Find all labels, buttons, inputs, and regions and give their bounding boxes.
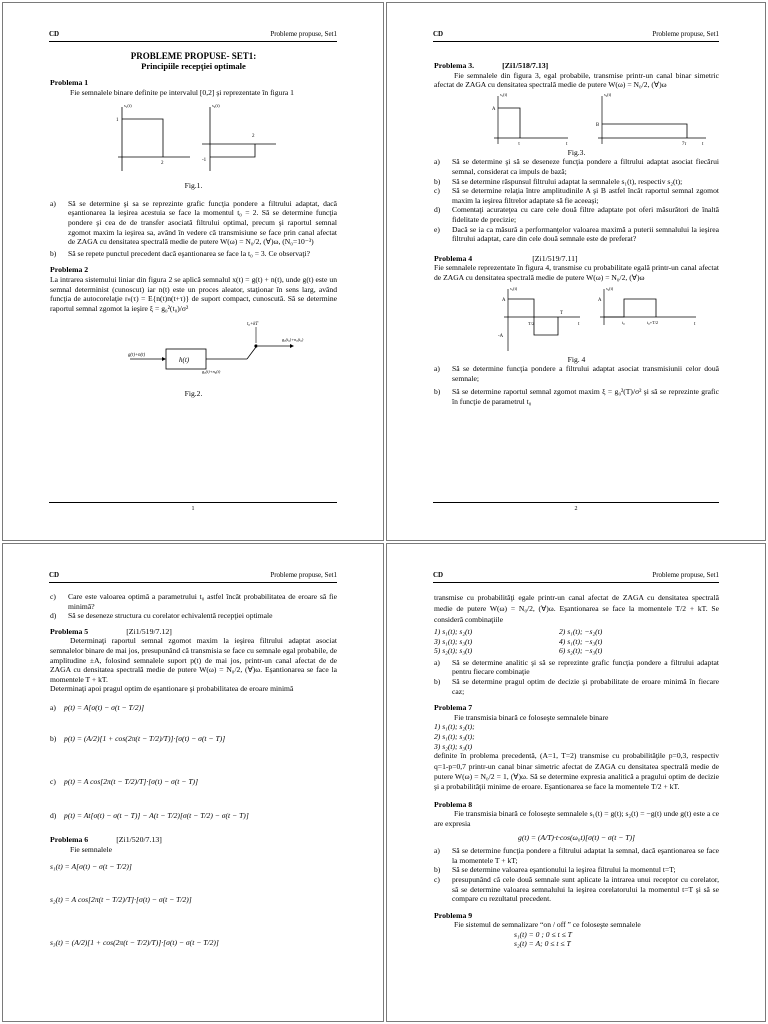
problem-4-item-c: Care este valoarea optimă a parametrului t₀ astfel încât probabilitatea de eroare să fie minimă? (68, 592, 337, 611)
problem-1-item-a: Să se determine şi sa se reprezinte grafic funcţia pondere a filtrului adaptat, dacă eşantionarea la ieşirea acestuia se face la momentul t₀ = 2. Să se determine funcţia pondere şi cea de de transfer asociată filtrului optimal, precum şi raportul semnal zgomot maxim la ieşirea sa, având în vedere că transmisiune se face prin canal afectat de ZAGA cu densitatea spectrală medie de putere W(ω) = N₀/2, (∀)ω, (N₀=10⁻³) (68, 198, 337, 247)
p8-item-a-key: a) (434, 846, 440, 856)
combination-item: 5) s₂(t); s₃(t) (434, 646, 473, 656)
page-1: CD Probleme propuse, Set1 PROBLEME PROPUSE- SET1: Principiile recepţiei optimale Problema 1 Fie semnalele binare definite pe intervalul [0,2] şi reprezentate în figura 1 s₁(t) 1 2 s₂(t) 2 -1 Fig.1. a) Să se determine şi sa se reprezinte grafic funcţia pondere a filtrului adaptat, dacă eşantionarea la ieşirea acestuia se face la momentul t₀ = 2. Să se determine funcţia pondere şi cea de de transfer asociată filtrului optimal, precum şi raportul semnal zgomot maxim la ieşirea sa, având în vedere că transmisiune se face prin canal afectat de ZAGA cu densitatea spectrală medie de putere W(ω) = N₀/2, (∀)ω, (N₀=10⁻³) b) Să se repete punctul precedent dacă eşantionarea se face la t₀ = 3. Ce observaţi? Problema 2 La intrarea sistemului liniar din figura 2 se aplică semnalul x(t) = g(t) + n(t), unde g(t) este un semnal determinist (cunoscut) iar n(t) este un proces aleator, staţionar în sens larg, având funcţia de autocorelaţie rₙ(τ) = E{n(t)n(t+τ)} de suport compact, cunoscută. Să se determine raportul semnal zgomot la ieşire ξ = g₀²(t₀)/σ² h(t) g(t)+n(t) t₀+kT g₀(t₀)+n₀(t₀) g₀(t)+n₀(t) Fig.2. 1 (2, 2, 384, 541)
fig2-block-label: h(t) (179, 356, 190, 365)
problem-3-item-d: Comentaţi acurateţea cu care cele două filtre adaptate pot oferi măsurători de înaltă fidelitate de precizie; (452, 205, 719, 224)
fig1-two-label-1: 2 (161, 161, 164, 167)
problem-3-item-b-key: b) (434, 176, 441, 186)
fig2-input-label: g(t)+n(t) (128, 353, 146, 359)
problem-1-item-b: Să se repete punctul precedent dacă eşantionarea se face la t₀ = 3. Ce observaţi? (68, 248, 311, 258)
page-4: CD Probleme propuse, Set1 transmise cu probabilităţi egale printr-un canal afectat de ZAGA cu densitatea spectrală medie de putere W(ω) = N₀/2, (∀)ω. Eşantionarea se face la momentele T/2 + kT. Se consideră combinaţiile 1) s₁(t); s₂(t) 2) s₁(t); −s₂(t) 3) s₁(t); s₃(t) 4) s₁(t); −s₃(t) 5) s₂(t); s₃(t) 6) s₂(t); −s₃(t) a) Să se determine analitic şi să se reprezinte grafic funcţia pondere a filtrului adaptat pentru fiecare combinaţie b) Să se determine pragul optim de decizie şi probabilitate de eroare minimă în fiecare caz; Problema 7 Fie transmisia binară ce foloseşte semnalele binare 1) s₁(t); s₂(t); 2) s₁(t); s₃(t); 3) s₂(t); s₃(t) definite în problema precedentă, (A=1, T=2) transmise cu probabilităţile p=0,3, respectiv q=1-p=0,7 printr-un canal binar simetric afectat de ZAGA cu densitatea spectrală medie de putere W(ω) = N₀/2 = 1, (∀)ω. Să se determine expresia analitică a pragului optim de decizie şi a probabilităţii minime de eroare. Eşantionarea se face la momentele T/2 + kT. Problema 8 Fie transmisia binară ce foloseşte semnalele s₁(t) = g(t); s₂(t) = −g(t) unde g(t) este a ce are expresia g(t) = (A/T)·t·cos(ω₀t)[σ(t) − σ(t − T)] a) Să se determine funcţia pondere a filtrului adaptat la semnal, dacă eşantionarea se face la momentele T + kT; b) Să se determine valoarea eşantionului la ieşirea filtrului la momentul t=T; c) presupunând că cele două semnale sunt aplicate la intrarea unui receptor cu corelator, să se determine valoarea semnalului la ieşirea corelatorului la momentul t=T şi să se compare cu rezultatul precedent. Problema 9 Fie sistemul de semnalizare “on / off ” ce foloseşte semnalele s₁(t) = 0 ; 0 ≤ t ≤ T s₂(t) = A; 0 ≤ t ≤ T (386, 543, 766, 1022)
combination-item: 1) s₁(t); s₂(t) (434, 627, 473, 636)
page-number: 2 (433, 502, 719, 512)
problem-3-ref: [Zi1/518/7.13] (502, 61, 549, 70)
figure-3 (434, 90, 720, 148)
problem-5-ref: [Zi1/519/7.12] (126, 626, 172, 636)
problem-8-item-a: Să se determine funcţia pondere a filtrului adaptat la semnal, dacă eşantionarea se face la momentele T + kT; (452, 846, 719, 865)
problem-2-heading: Problema 2 (50, 265, 89, 275)
p6-eq-1: s₁(t) = A[σ(t) − σ(t − T/2)] (50, 862, 132, 872)
page-3: CD Probleme propuse, Set1 c) Care este valoarea optimă a parametrului t₀ astfel încât probabilitatea de eroare să fie minimă? d) Să se deseneze structura cu corelator echivalentă recepţiei optimale Problema 5 [Zi1/519/7.12] Determinaţi raportul semnal zgomot maxim la ieşirea filtrului adaptat asociat semnalelor binare de mai jos, presupunând că transmisia se face cu semnale egal probabile, de amplitudine ±A, folosind semnalele suport p(t) de mai jos, printr-un canal afectat de de ZAGA cu densitatea spectrală medie de putere W(ω) = N₀/2, (∀)ω. Eşantionarea se face la momentele T + kT. Determinaţi apoi pragul optim de eşantionare şi probabilitatea de eroare minimă a) p(t) = A[σ(t) − σ(t − T/2)] b) p(t) = (A/2)[1 + cos(2π(t − T/2)/T)]·[σ(t) − σ(t − T)] c) p(t) = A cos[2π(t − T/2)/T]·[σ(t) − σ(t − T)] d) p(t) = At[σ(t) − σ(t − T)] − A(t − T/2)[σ(t − T/2) − σ(t − T)] Problema 6 [Zi1/520/7.13] Fie semnalele s₁(t) = A[σ(t) − σ(t − T/2)] s₂(t) = A cos[2π(t − T/2)/T]·[σ(t) − σ(t − T/2)] s₃(t) = (A/2)[1 + cos(2π(t − T/2)/T)]·[σ(t) − σ(t − T/2)] (2, 543, 384, 1022)
page-header (433, 571, 719, 583)
figure-2 (50, 317, 340, 387)
problem-6-continuation: transmise cu probabilităţi egale printr-un canal afectat de ZAGA cu densitatea spectrală medie de putere W(ω) = N₀/2, (∀)ω. Eşantionarea se face la momentele T/2 + kT. Se consideră combinaţiile (434, 593, 719, 624)
header-right: Probleme propuse, Set1 (652, 30, 719, 38)
problem-3-item-c-key: c) (434, 186, 440, 196)
p6-eq-3: s₃(t) = (A/2)[1 + cos(2π(t − T/2)/T)]·[σ(t) − σ(t − T/2)] (50, 938, 219, 948)
problem-3-item-b: Să se determine răspunsul filtrului adaptat la semnalele s₁(t), respectiv s₂(t); (452, 176, 683, 186)
fig4-t0-label: t₀ (622, 319, 625, 325)
combination-item: 6) s₂(t); −s₃(t) (559, 646, 603, 656)
fig3-tau-label: τ (518, 141, 520, 147)
figure-2-caption: Fig.2. (184, 389, 203, 399)
problem-3-heading: Problema 3. (434, 61, 475, 70)
problem-1-heading: Problema 1 (50, 78, 89, 87)
p5-eq-d-key: d) (50, 811, 57, 821)
fig4-t-label-2: t (694, 321, 696, 327)
page-header (433, 30, 719, 42)
p8-item-b-key: b) (434, 865, 441, 875)
problem-4-ref: [Zi1/519/7.11] (532, 253, 578, 263)
problem-6-item-b: Să se determine pragul optim de decizie şi probabilitate de eroare minimă în fiecare caz; (452, 676, 719, 696)
fig3-B-label: B (596, 122, 600, 128)
combination-item: 3) s₁(t); s₃(t) (434, 636, 473, 646)
problem-4-item-a: Să se determine funcţia pondere a filtrului adaptat asociat transmisiunii celor două semnale; (452, 364, 719, 383)
header-left: CD (433, 30, 444, 38)
problem-3-item-d-key: d) (434, 205, 441, 215)
problem-6-item-a: Să se determine analitic şi să se reprezinte grafic funcţia pondere a filtrului adaptat pentru fiecare combinaţie (452, 657, 719, 677)
fig4-t0T2-label: t₀+T/2 (647, 319, 659, 325)
problem-3-intro: Fie semnalele din figura 3, egal probabile, transmise printr-un canal binar simetric afectat de ZAGA cu densitatea spectrală medie de putere W(ω) = N₀/2, (∀)ω (434, 70, 719, 90)
fig1-minus-one-label: -1 (202, 158, 207, 164)
fig4-s2-label: s₂(t) (606, 285, 614, 291)
fig1-two-label-2: 2 (252, 134, 255, 140)
fig4-A-label-2: A (598, 297, 602, 303)
page-header (49, 571, 337, 583)
problem-7-heading: Problema 7 (434, 703, 473, 713)
fig2-output-label: g₀(t₀)+n₀(t₀) (282, 337, 304, 343)
problem-9-heading: Problema 9 (434, 910, 473, 920)
header-right: Probleme propuse, Set1 (270, 30, 337, 38)
page-header (49, 30, 337, 42)
page-number: 1 (49, 502, 337, 512)
problem-7-list-item: 1) s₁(t); s₂(t); (434, 722, 475, 732)
combination-item: 2) s₁(t); −s₂(t) (559, 627, 603, 636)
problem-5-heading: Problema 5 (50, 626, 89, 636)
p5-eq-a: p(t) = A[σ(t) − σ(t − T/2)] (64, 703, 145, 713)
fig4-s1-label: s₁(t) (510, 285, 518, 291)
fig4-T2-label: T/2 (528, 320, 535, 326)
problem-7-text: definite în problema precedentă, (A=1, T=2) transmise cu probabilităţile p=0,3, respectiv q=1-p=0,7 printr-un canal binar simetric afectat de ZAGA cu densitatea spectrală medie de putere W(ω) = N₀/2 = 1, (∀)ω. Să se determine expresia analitică a pragului optim de decizie şi a probabilităţii minime de eroare. Eşantionarea se face la momentele T/2 + kT. (434, 751, 719, 792)
problem-7-intro: Fie transmisia binară ce foloseşte semnalele binare (454, 712, 609, 722)
fig3-7tau-label: 7τ (682, 141, 687, 147)
fig1-s2-label: s₂(t) (212, 103, 220, 109)
page-2: CD Probleme propuse, Set1 Problema 3. [Zi1/518/7.13] Fie semnalele din figura 3, egal probabile, transmise printr-un canal binar simetric afectat de ZAGA cu densitatea spectrală medie de putere W(ω) = N₀/2, (∀)ω s₁(t) A τ t s₂(t) B 7τ t Fig.3. a) Să se determine şi să se deseneze funcţia pondere a filtrului adaptat asociat fiecărui semnal, considerat ca impuls de bază; b) Să se determine răspunsul filtrului adaptat la semnalele s₁(t), respectiv s₂(t); c) Să se determine relaţia între amplitudinile A şi B astfel încât raportul semnal zgomot maxim la ieşirea filtrelor adaptate să fie aceeaşi; d) Comentaţi acurateţea cu care cele două filtre adaptate pot oferi măsurători de înaltă fidelitate de precizie; e) Dacă se ia ca măsură a performanţelor valoarea maximă a puterii semnalului la ieşirea filtrului adaptat, care din cele două semnale este de preferat? Problema 4 [Zi1/519/7.11] Fie semnalele reprezentate în figura 4, transmise cu probabilitate egală printr-un canal afectat de ZAGA cu densitatea spectrală medie de putere W(ω) = N₀/2, (∀)ω s₁(t) A -A T/2 T t s₂(t) A t₀ t₀+T/2 t Fig. 4 a) Să se determine funcţia pondere a filtrului adaptat asociat transmisiunii celor două semnale; b) Să se determine raportul semnal zgomot maxim ξ = g₀²(T)/σ² şi să se reprezinte grafic în funcţie de parametrul t₀ 2 (386, 2, 766, 541)
problem-2-text: La intrarea sistemului liniar din figura 2 se aplică semnalul x(t) = g(t) + n(t), unde g(t) este un semnal determinist (cunoscut) iar n(t) este un proces aleator, staţionar în sens larg, având funcţia de autocorelaţie rₙ(τ) = E{n(t)n(t+τ)} de suport compact, cunoscută. Să se determine raportul semnal zgomot la ieşire ξ = g₀²(t₀)/σ² (50, 274, 337, 313)
p5-eq-a-key: a) (50, 703, 56, 713)
fig1-s1-label: s₁(t) (124, 103, 132, 109)
problem-3-item-e: Dacă se ia ca măsură a performanţelor valoarea maximă a puterii semnalului la ieşirea filtrului adaptat, care din cele două semnale este de preferat? (452, 224, 719, 244)
p5-eq-d: p(t) = At[σ(t) − σ(t − T)] − A(t − T/2)[σ(t − T/2) − σ(t − T)] (64, 811, 249, 821)
problem-5-text: Determinaţi raportul semnal zgomot maxim la ieşirea filtrului adaptat asociat semnalelor binare de mai jos, presupunând că transmisia se face cu semnale egal probabile, de amplitudine ±A, folosind semnalele suport p(t) de mai jos, printr-un canal afectat de de ZAGA cu densitatea spectrală medie de putere W(ω) = N₀/2, (∀)ω. Eşantionarea se face la momentele T + kT. (50, 636, 337, 684)
figure-1 (50, 99, 340, 181)
fig3-s1-label: s₁(t) (500, 91, 508, 97)
fig3-A-label: A (492, 106, 496, 112)
problem-4-intro: Fie semnalele reprezentate în figura 4, transmise cu probabilitate egală printr-un canal afectat de ZAGA cu densitatea spectrală medie de putere W(ω) = N₀/2, (∀)ω (434, 263, 719, 282)
p5-eq-c-key: c) (50, 777, 56, 787)
problem-4-item-d: Să se deseneze structura cu corelator echivalentă recepţiei optimale (68, 611, 273, 621)
figure-3-caption: Fig.3. (567, 147, 586, 157)
problem-9-eq-2: s₂(t) = A; 0 ≤ t ≤ T (514, 939, 571, 949)
p8-item-c-key: c) (434, 874, 440, 884)
problem-1-intro: Fie semnalele binare definite pe intervalul [0,2] şi reprezentate în figura 1 (70, 87, 294, 97)
fig4-A-label-1: A (502, 297, 506, 303)
header-left: CD (49, 571, 60, 579)
problem-4-item-b: Să se determine raportul semnal zgomot maxim ξ = g₀²(T)/σ² şi să se reprezinte grafic în funcţie de parametrul t₀ (452, 387, 719, 406)
p5-eq-b-key: b) (50, 734, 57, 744)
fig3-t-label-1: t (566, 141, 568, 147)
problem-3-item-a: Să se determine şi să se deseneze funcţia pondere a filtrului adaptat asociat fiecărui semnal, considerat ca impuls de bază; (452, 157, 719, 176)
problem-8-item-c: presupunând că cele două semnale sunt aplicate la intrarea unui receptor cu corelator, să se determine valoarea semnalului la ieşirea corelatorului la momentul t=T şi să se compare cu rezultatul precedent. (452, 874, 719, 904)
fig2-mid-label: g₀(t)+n₀(t) (202, 369, 221, 375)
page-title: PROBLEME PROPUSE- SET1: (130, 51, 257, 61)
p6-eq-2: s₂(t) = A cos[2π(t − T/2)/T]·[σ(t) − σ(t − T/2)] (50, 895, 192, 905)
problem-9-eq-1: s₁(t) = 0 ; 0 ≤ t ≤ T (514, 929, 572, 939)
problem-7-list-item: 3) s₂(t); s₃(t) (434, 741, 473, 751)
fig3-t-label-2: t (702, 141, 704, 147)
problem-6-ref: [Zi1/520/7.13] (116, 834, 162, 844)
problem-6-heading: Problema 6 (50, 834, 89, 844)
p5-eq-c: p(t) = A cos[2π(t − T/2)/T]·[σ(t) − σ(t − T)] (64, 777, 199, 787)
fig4-T-label: T (560, 310, 563, 316)
fig4-minus-A-label: -A (498, 333, 504, 339)
header-right: Probleme propuse, Set1 (652, 571, 719, 579)
problem-4-heading: Problema 4 (434, 253, 473, 263)
header-left: CD (433, 571, 444, 579)
figure-4 (434, 285, 720, 355)
combinations-list (434, 627, 684, 656)
figure-4-caption: Fig. 4 (567, 354, 586, 364)
problem-9-intro: Fie sistemul de semnalizare “on / off ” ce foloseşte semnalele (454, 920, 641, 930)
header-right: Probleme propuse, Set1 (270, 571, 337, 579)
figure-1-caption: Fig.1. (184, 181, 203, 191)
problem-3-item-e-key: e) (434, 224, 440, 234)
fig2-switch-label: t₀+kT (247, 322, 259, 328)
problem-8-equation: g(t) = (A/T)·t·cos(ω₀t)[σ(t) − σ(t − T)] (518, 832, 635, 842)
problem-8-intro: Fie transmisia binară ce foloseşte semnalele s₁(t) = g(t); s₂(t) = −g(t) unde g(t) este a ce are expresia (434, 809, 719, 828)
problem-8-item-b: Să se determine valoarea eşantionului la ieşirea filtrului la momentul t=T; (452, 865, 676, 875)
combination-item: 4) s₁(t); −s₃(t) (559, 636, 603, 646)
fig4-t-label-1: t (578, 321, 580, 327)
fig3-s2-label: s₂(t) (604, 91, 612, 97)
problem-3-item-c: Să se determine relaţia între amplitudinile A şi B astfel încât raportul semnal zgomot maxim la ieşirea filtrelor adaptate să fie aceeaşi; (452, 186, 719, 205)
header-left: CD (49, 30, 60, 38)
page-subtitle: Principiile recepţiei optimale (141, 61, 246, 71)
problem-3-item-a-key: a) (434, 157, 440, 167)
problem-8-heading: Problema 8 (434, 799, 473, 809)
fig1-one-label: 1 (116, 118, 119, 124)
problem-5-text-2: Determinaţi apoi pragul optim de eşantionare şi probabilitatea de eroare minimă (50, 684, 294, 694)
p5-eq-b: p(t) = (A/2)[1 + cos(2π(t − T/2)/T)]·[σ(t) − σ(t − T)] (64, 734, 226, 744)
problem-6-intro: Fie semnalele (70, 844, 112, 854)
problem-7-list-item: 2) s₁(t); s₃(t); (434, 731, 475, 741)
